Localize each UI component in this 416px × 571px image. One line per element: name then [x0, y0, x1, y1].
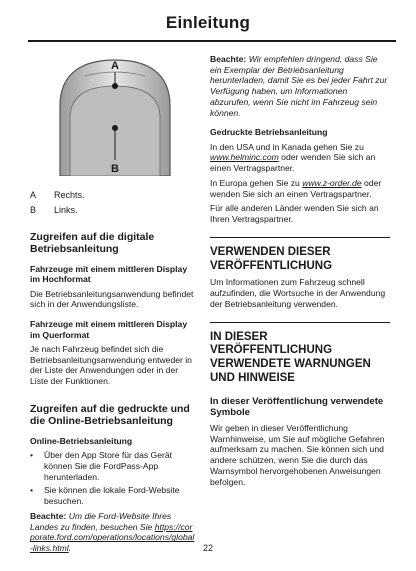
note-end: .	[68, 543, 72, 554]
heading-printed-manual: Gedruckte Betriebsanleitung	[210, 127, 328, 138]
point-b-marker	[112, 125, 118, 131]
text-usa-pre: In den USA und in Kanada gehen Sie zu	[210, 141, 364, 152]
legend-key: A	[30, 190, 37, 200]
figure-legend	[30, 190, 195, 215]
legend-text: Rechts.	[54, 190, 85, 200]
text-mid-display-portrait: Die Betriebsanleitungsanwendung befindet sich in der Anwendungsliste.	[30, 288, 194, 310]
figure-label-a: A	[111, 60, 119, 72]
text-eu-pre: In Europa gehen Sie zu	[210, 177, 300, 188]
legend-row	[30, 205, 195, 215]
section-rule	[210, 322, 390, 323]
list-item	[30, 450, 195, 482]
legend-key: B	[30, 205, 37, 215]
heading-symbols: In dieser Veröffentlichung verwendete Symbole	[210, 395, 384, 419]
heading-mid-display-portrait: Fahrzeuge mit einem mittleren Display im Hochformat	[30, 264, 188, 285]
download-note	[210, 54, 390, 118]
heading-printed-online-manual: Zugreifen auf die gedruckte und die Online-Betriebsanleitung	[30, 402, 190, 427]
list-item-text: Sie können die lokale Ford-Website besuchen.	[44, 485, 180, 507]
note-label: Beachte:	[210, 54, 247, 64]
text-eu-post: oder wenden Sie sich an einen Vertragspartner.	[210, 177, 382, 199]
figure-label-b: B	[111, 163, 119, 175]
note-label: Beachte:	[30, 510, 67, 521]
heading-mid-display-landscape: Fahrzeuge mit einem mittleren Display im Querformat	[30, 319, 188, 340]
text-usa-post: oder wenden Sie sich an einen Vertragspartner.	[210, 152, 376, 174]
heading-warnings-notes: IN DIESER VERÖFFENTLICHUNG VERWENDETE WARNUNGEN UND HINWEISE	[210, 330, 371, 385]
text-other-countries: Für alle anderen Länder wenden Sie sich an Ihren Vertragspartner.	[210, 203, 379, 225]
heading-digital-manual: Zugreifen auf die digitale Betriebsanleitung	[30, 231, 155, 256]
right-column	[210, 46, 390, 487]
header-rule	[28, 40, 396, 42]
point-a-marker	[112, 83, 118, 89]
page-number: 22	[202, 543, 213, 553]
car-figure	[30, 46, 195, 176]
ford-global-links-link[interactable]: https://corporate.ford.com/operations/locations/global-links.html	[30, 521, 195, 554]
note-text: Um die Ford-Website Ihres Landes zu finden, besuchen Sie	[30, 510, 172, 532]
section-rule	[210, 237, 390, 238]
list-item-text: Über den App Store für das Gerät können Sie die FordPass-App herunterladen.	[44, 450, 173, 482]
page-header	[0, 0, 416, 40]
heading-online-manual: Online-Betriebsanleitung	[30, 435, 133, 446]
left-column	[30, 46, 195, 554]
text-usa-canada	[210, 142, 390, 174]
legend-text: Links.	[54, 205, 78, 215]
text-symbols: Wir geben in dieser Veröffentlichung Warnhinweise, um Sie auf mögliche Gefahren aufmerksam zu machen. Sie können sich und andere schützen, wenn Sie die durch das Warnsymbol hervorgehobenen Anweisungen befolgen.	[210, 422, 385, 487]
online-manual-list	[30, 450, 195, 507]
helminc-link[interactable]: www.helminc.com	[210, 152, 279, 163]
bullet-icon: •	[30, 485, 34, 496]
bullet-icon: •	[30, 450, 34, 461]
text-mid-display-landscape: Je nach Fahrzeug befindet sich die Betriebsanleitungsanwendung entweder in der Liste der Anwendungen oder in der Liste der Funktionen.	[30, 343, 192, 387]
heading-using-publication: VERWENDEN DIESER VERÖFFENTLICHUNG	[210, 245, 333, 272]
legend-row	[30, 190, 195, 200]
note-text: Wir empfehlen dringend, dass Sie ein Exemplar der Betriebsanleitung herunterladen, damit Sie es bei jeder Fahrt zur Verfügung haben, um Informationen abzurufen, wenn Sie nicht im Fahrzeug sein können.	[210, 54, 388, 118]
text-europe	[210, 178, 390, 199]
list-item	[30, 485, 195, 506]
page-title: Einleitung	[165, 13, 251, 32]
z-order-link[interactable]: www.z-order.de	[302, 177, 362, 188]
text-using-publication: Um Informationen zum Fahrzeug schnell aufzufinden, die Wortsuche in der Anwendung der Betriebsanleitung verwenden.	[210, 277, 386, 309]
